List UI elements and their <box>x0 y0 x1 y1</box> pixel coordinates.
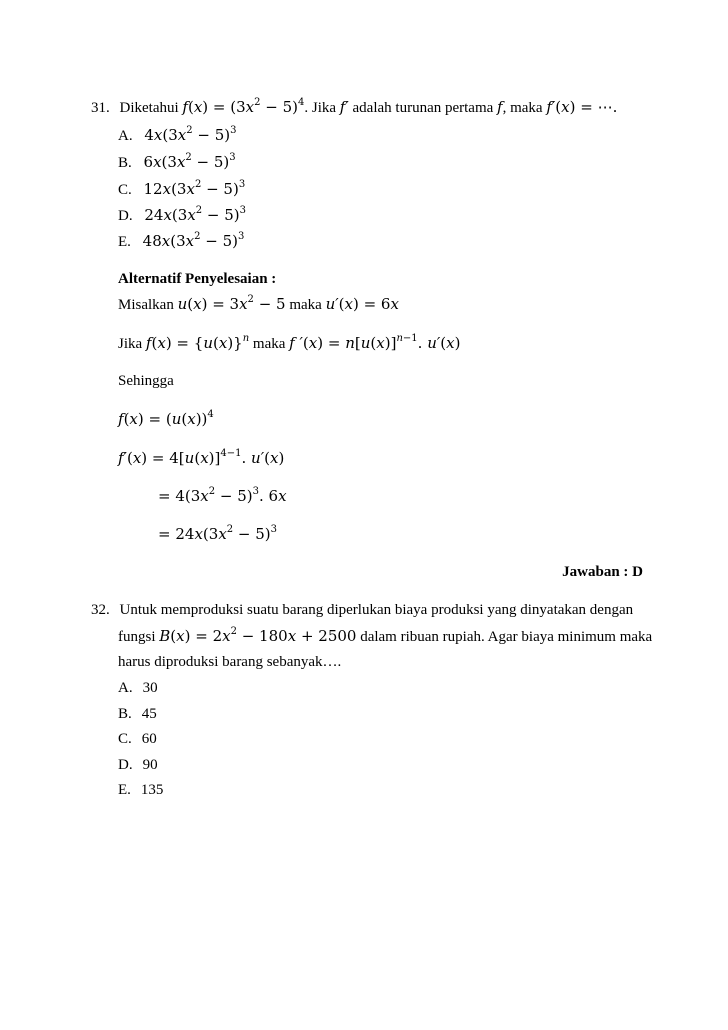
q31-option-d: D. $24x(3x^2 - 5)^3$ <box>118 205 247 224</box>
q32-option-d: D. 90 <box>118 757 158 773</box>
q32-option-e: E. 135 <box>118 782 164 798</box>
solution-step1: $f(x) = (u(x))^4$ <box>118 409 214 428</box>
solution-rule: Jika $f(x) = \{u(x)\}^n$ maka f $'(x) = n[u(x)]^{n-1}$. u′(x) <box>118 333 461 352</box>
q32-option-a: A. 30 <box>118 680 158 696</box>
q32-line2: fungsi $B(x) = 2x^2 - 180x + 2500$ dalam ribuan rupiah. Agar biaya minimum maka <box>118 626 653 645</box>
q32-option-c: C. 60 <box>118 731 157 747</box>
q31-option-c: C. $12x(3x^2 - 5)^3$ <box>118 179 246 198</box>
solution-step2: $f'(x) = 4[u(x)]^{4-1}$. u′(x) <box>118 448 285 467</box>
q31-answer: Jawaban : D <box>562 564 643 580</box>
q32-line3: harus diproduksi barang sebanyak…. <box>118 654 342 670</box>
solution-step3: = $4(3x^2 - 5)^3$. 6x <box>158 486 287 505</box>
solution-let: Misalkan $u(x) = 3x^2 - 5$ maka u′(x) = 6x <box>118 294 399 313</box>
solution-title: Alternatif Penyelesaian : <box>118 271 277 287</box>
q31-stem: 31. Diketahui $f(x) = (3x^2 - 5)^4$. Jika f′ adalah turunan pertama f, maka f′(x) = ⋯. <box>91 97 618 116</box>
q31-option-a: A. $4x(3x^2 - 5)^3$ <box>118 125 237 144</box>
q31-stem-prefix: Diketahui <box>119 100 179 116</box>
q31-stem-middle: . Jika <box>304 100 337 116</box>
solution-step4: = $24x(3x^2 - 5)^3$ <box>158 524 278 543</box>
q32-line1: 32. Untuk memproduksi suatu barang diperlukan biaya produksi yang dinyatakan dengan <box>91 602 634 618</box>
q31-stem-end: , maka <box>502 100 543 116</box>
q32-option-b: B. 45 <box>118 706 157 722</box>
solution-sehingga: Sehingga <box>118 373 174 389</box>
q32-number: 32. <box>91 602 110 618</box>
q31-option-b: B. $6x(3x^2 - 5)^3$ <box>118 152 236 171</box>
q31-number: 31. <box>91 100 110 116</box>
q31-option-e: E. $48x(3x^2 - 5)^3$ <box>118 231 245 250</box>
q31-stem-middle2: adalah turunan pertama <box>352 100 494 116</box>
